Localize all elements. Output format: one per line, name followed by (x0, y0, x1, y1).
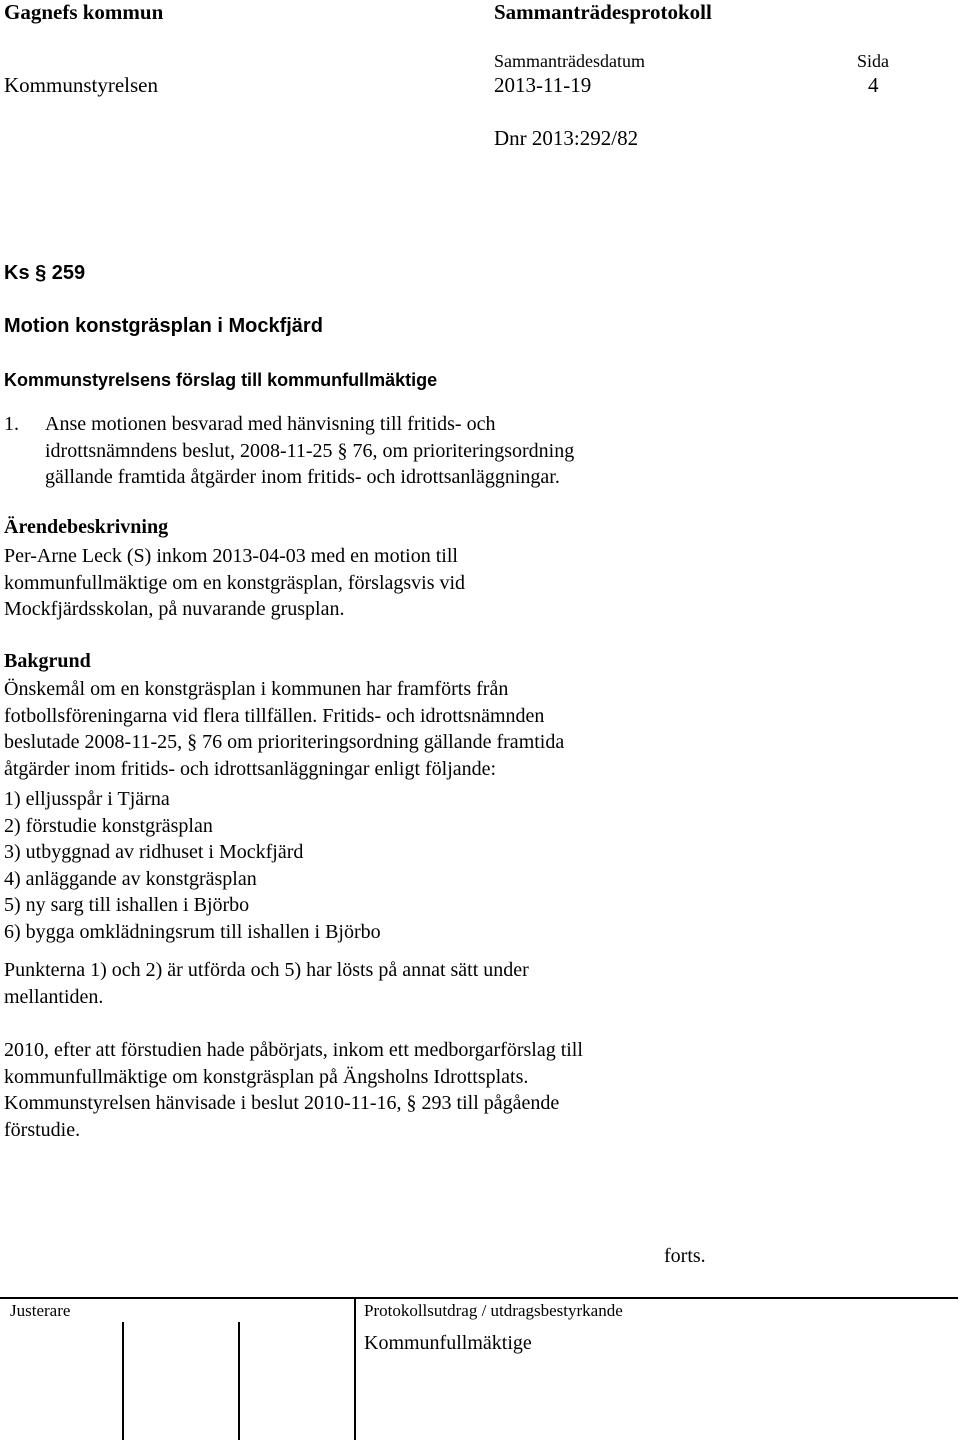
text-line: Anse motionen besvarad med hänvisning till fritids- och (45, 413, 496, 435)
committee-name: Kommunstyrelsen (4, 73, 158, 97)
municipality-name: Gagnefs kommun (4, 0, 164, 24)
list-item: 6) bygga omklädningsrum till ishallen i Björbo (4, 920, 381, 943)
meeting-date: 2013-11-19 (494, 73, 592, 97)
text-line: Kommunstyrelsen hänvisade i beslut 2010-11-16, § 293 till pågående (4, 1092, 560, 1115)
proposal-item-number: 1. (4, 413, 19, 435)
page-label: Sida (857, 51, 890, 71)
text-line: 2010, efter att förstudien hade påbörjats, inkom ett medborgarförslag till (4, 1039, 583, 1061)
continued-marker: forts. (664, 1245, 706, 1267)
description-heading: Ärendebeskrivning (4, 516, 169, 538)
text-line: Per-Arne Leck (S) inkom 2013-04-03 med en motion till (4, 545, 458, 567)
text-line: Önskemål om en konstgräsplan i kommunen har framförts från (4, 678, 509, 700)
text-line: gällande framtida åtgärder inom fritids- och idrottsanläggningar. (45, 466, 560, 489)
list-item: 4) anläggande av konstgräsplan (4, 867, 257, 890)
text-line: kommunfullmäktige om konstgräsplan på Ängsholns Idrottsplats. (4, 1065, 529, 1088)
signature-divider (122, 1322, 124, 1440)
extract-recipient: Kommunfullmäktige (364, 1332, 532, 1354)
history-paragraph (4, 1037, 583, 1143)
diary-number: Dnr 2013:292/82 (494, 126, 639, 150)
text-line: åtgärder inom fritids- och idrottsanläggningar enligt följande: (4, 757, 497, 780)
document-type: Sammanträdesprotokoll (494, 0, 712, 24)
section-number: Ks § 259 (4, 262, 86, 284)
text-line: mellantiden. (4, 985, 104, 1008)
text-line: fotbollsföreningarna vid flera tillfällen. Fritids- och idrottsnämnden (4, 704, 545, 727)
justerare-label: Justerare (10, 1301, 71, 1320)
text-line: idrottsnämndens beslut, 2008-11-25 § 76, om prioriteringsordning (45, 439, 575, 462)
status-paragraph (4, 957, 529, 1010)
list-item: 1) elljusspår i Tjärna (4, 788, 170, 810)
text-line: Mockfjärdsskolan, på nuvarande grusplan. (4, 598, 345, 621)
text-line: kommunfullmäktige om en konstgräsplan, förslagsvis vid (4, 571, 466, 594)
background-heading: Bakgrund (4, 650, 91, 672)
meeting-date-label: Sammanträdesdatum (494, 51, 645, 71)
list-item: 2) förstudie konstgräsplan (4, 814, 213, 837)
background-paragraph (4, 676, 564, 782)
proposal-heading: Kommunstyrelsens förslag till kommunfullmäktige (4, 370, 438, 390)
footer-top-rule (0, 1297, 958, 1299)
signature-divider (238, 1322, 240, 1440)
footer-column-divider (354, 1297, 356, 1440)
page-number: 4 (868, 73, 879, 97)
section-title: Motion konstgräsplan i Mockfjärd (4, 315, 323, 337)
priority-list (4, 786, 381, 946)
description-paragraph (4, 543, 465, 623)
text-line: Punkterna 1) och 2) är utförda och 5) har lösts på annat sätt under (4, 959, 529, 981)
list-item: 3) utbyggnad av ridhuset i Mockfjärd (4, 841, 304, 864)
text-line: beslutade 2008-11-25, § 76 om prioriteringsordning gällande framtida (4, 731, 565, 754)
text-line: förstudie. (4, 1118, 81, 1141)
extract-label: Protokollsutdrag / utdragsbestyrkande (364, 1301, 623, 1320)
list-item: 5) ny sarg till ishallen i Björbo (4, 894, 250, 917)
proposal-item-text (45, 411, 574, 491)
